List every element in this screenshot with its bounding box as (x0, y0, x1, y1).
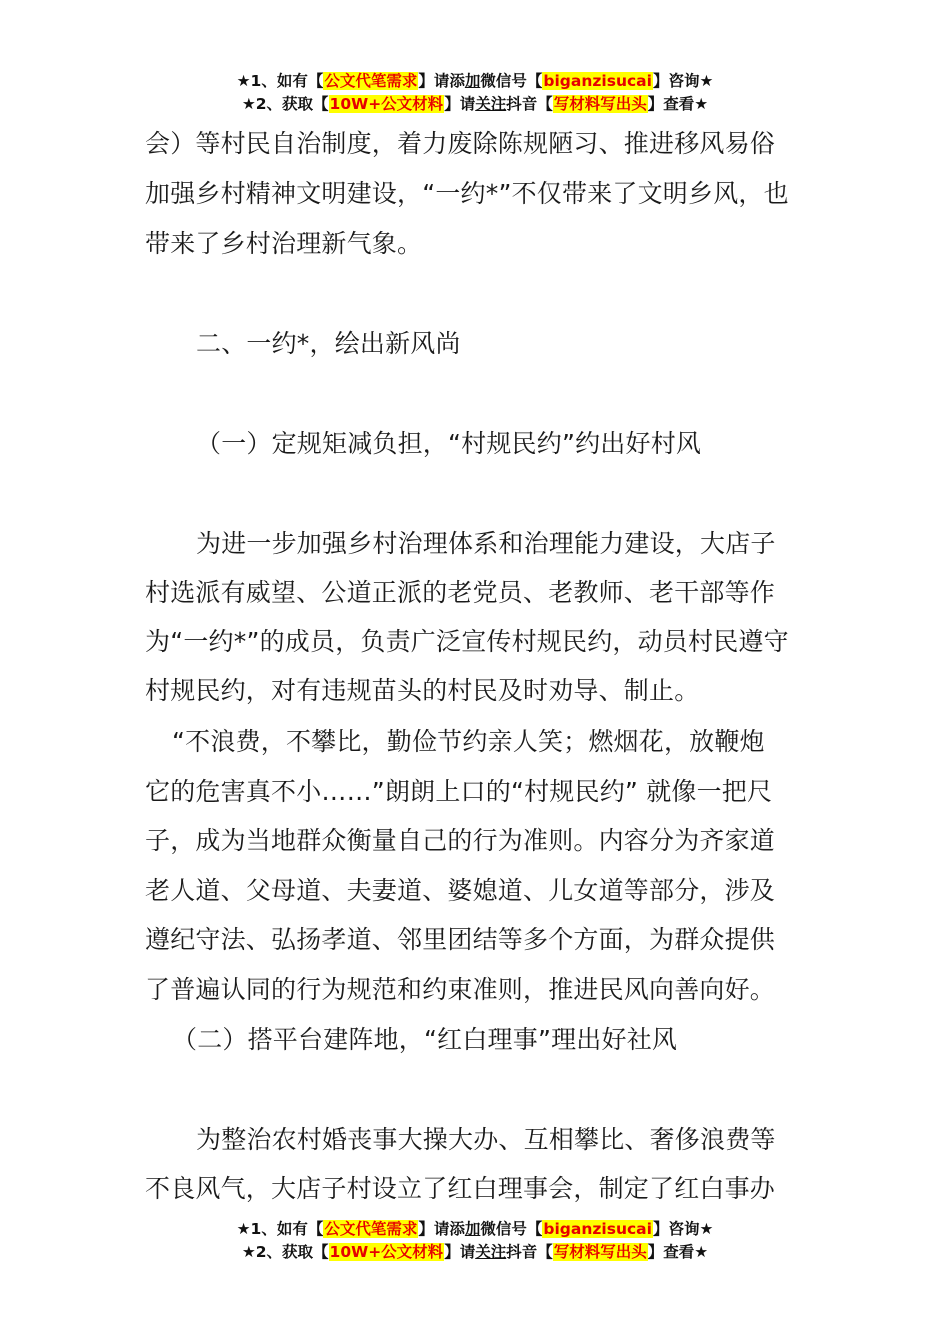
highlight-materials: 10W+公文材料 (329, 95, 444, 113)
text-line: 不良风气，大店子村设立了红白理事会，制定了红白事办 (145, 1174, 776, 1203)
highlight-wechat-id: biganzisucai (543, 1220, 652, 1238)
banner-line-2: ★2、获取【10W+公文材料】请关注抖音【写材料写出头】查看★ (241, 1243, 709, 1261)
highlight-service: 公文代笔需求 (324, 1220, 418, 1238)
footer-banner (0, 1218, 950, 1264)
highlight-service: 公文代笔需求 (324, 72, 418, 90)
banner-line-2: ★2、获取【10W+公文材料】请关注抖音【写材料写出头】查看★ (241, 95, 709, 113)
text-line: 遵纪守法、弘扬孝道、邻里团结等多个方面，为群众提供 (145, 925, 776, 954)
subsection-heading: （二）搭平台建阵地，“红白理事”理出好社风 (172, 1025, 678, 1054)
text-line: 老人道、父母道、夫妻道、婆媳道、儿女道等部分，涉及 (145, 876, 776, 905)
text-line: 它的危害真不小……”朗朗上口的“村规民约” 就像一把尺 (145, 777, 773, 806)
text-line: 加强乡村精神文明建设，“一约*”不仅带来了文明乡风，也 (145, 179, 789, 208)
text-line: 为“一约*”的成员，负责广泛宣传村规民约，动员村民遵守 (145, 627, 789, 656)
highlight-douyin: 写材料写出头 (553, 95, 647, 113)
section-heading: 二、一约*，绘出新风尚 (196, 329, 461, 358)
text-line: 为进一步加强乡村治理体系和治理能力建设，大店子 (196, 529, 776, 558)
text-line: 村规民约，对有违规苗头的村民及时劝导、制止。 (145, 676, 700, 705)
text-line: 为整治农村婚丧事大操大办、互相攀比、奢侈浪费等 (196, 1125, 776, 1154)
subsection-heading: （一）定规矩减负担，“村规民约”约出好村风 (196, 429, 702, 458)
text-line: 带来了乡村治理新气象。 (145, 229, 423, 258)
banner-line-1: ★1、如有【公文代笔需求】请添加微信号【biganzisucai】咨询★ (236, 72, 714, 90)
banner-line-1: ★1、如有【公文代笔需求】请添加微信号【biganzisucai】咨询★ (236, 1220, 714, 1238)
text-line: 会）等村民自治制度，着力废除陈规陋习、推进移风易俗 (145, 129, 776, 158)
text-line: 子，成为当地群众衡量自己的行为准则。内容分为齐家道 (145, 826, 776, 855)
text-line: “不浪费，不攀比，勤俭节约亲人笑；燃烟花，放鞭炮 (172, 727, 765, 756)
highlight-wechat-id: biganzisucai (543, 72, 652, 90)
highlight-douyin: 写材料写出头 (553, 1243, 647, 1261)
highlight-materials: 10W+公文材料 (329, 1243, 444, 1261)
text-line: 村选派有威望、公道正派的老党员、老教师、老干部等作 (145, 578, 776, 607)
text-line: 了普遍认同的行为规范和约束准则，推进民风向善向好。 (145, 975, 776, 1004)
header-banner (0, 70, 950, 116)
